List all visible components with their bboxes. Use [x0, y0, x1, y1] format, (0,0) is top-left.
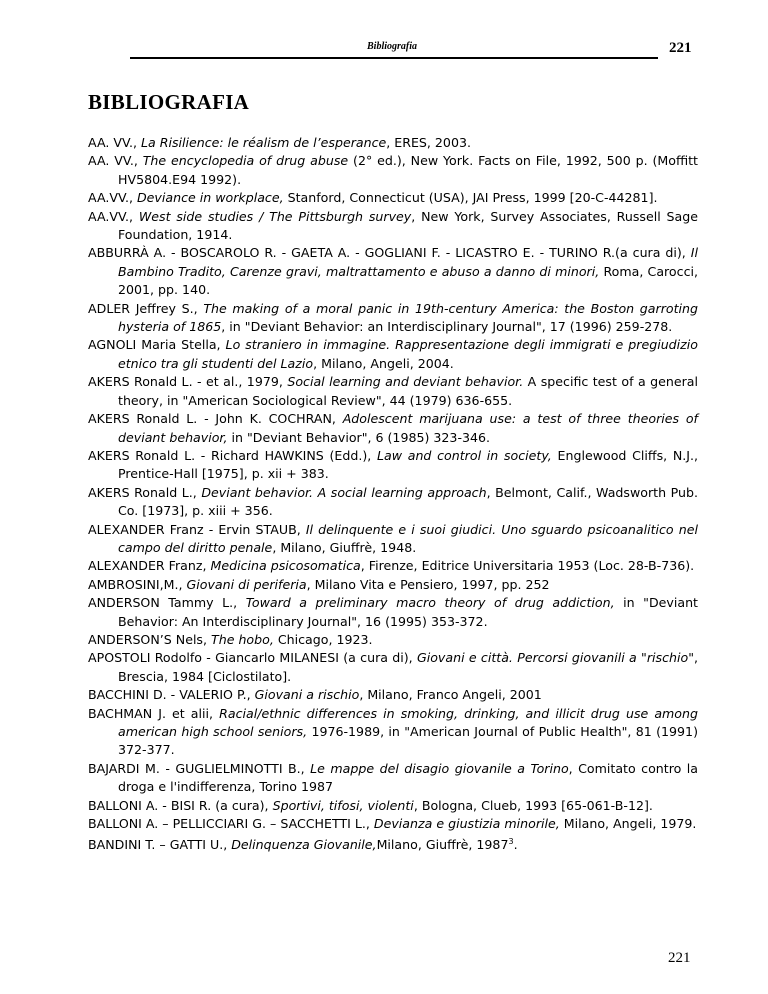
bibliography-entry — [88, 797, 698, 815]
entry-title: Lo straniero in immagine. Rappresentazione degli immigrati e pregiudizio etnico tra gli studenti del Lazio — [118, 337, 698, 371]
entry-author: AGNOLI Maria Stella, — [88, 337, 226, 353]
entry-title: The hobo, — [211, 631, 274, 647]
bibliography-entry — [88, 373, 698, 410]
entry-rest: , in "Deviant Behavior: an Interdisciplinary Journal", 17 (1996) 259-278. — [221, 319, 673, 335]
footer-page-number: 221 — [668, 950, 691, 966]
bibliography-entry — [88, 410, 698, 447]
bibliography-entry — [88, 484, 698, 521]
bibliography-entry — [88, 686, 698, 704]
entry-end: . — [513, 837, 518, 853]
entry-author: ALEXANDER Franz, — [88, 558, 211, 574]
bibliography-entry — [88, 134, 698, 152]
entry-superscript: 3 — [508, 837, 514, 847]
header-rule — [130, 57, 658, 59]
entry-author: AA.VV., — [88, 190, 137, 206]
entry-title: Racial/ethnic differences in smoking, drinking, and illicit drug use among american high school seniors, — [118, 705, 698, 739]
bibliography-entry — [88, 631, 698, 649]
entry-author: BAJARDI M. - GUGLIELMINOTTI B., — [88, 760, 311, 776]
entry-title: Sportivi, tifosi, violenti — [272, 797, 414, 813]
entry-author: AKERS Ronald L. - et al., 1979, — [88, 374, 288, 390]
entry-title: Giovani di periferia — [186, 576, 307, 592]
entry-rest: , Firenze, Editrice Universitaria 1953 (Loc. 28-B-736). — [360, 558, 695, 574]
entry-author: ABBURRÀ A. - BOSCAROLO R. - GAETA A. - GOGLIANI F. - LICASTRO E. - TURINO R.(a cura di), — [88, 245, 691, 261]
bibliography-entry — [88, 649, 698, 686]
bibliography-entry — [88, 594, 698, 631]
entry-rest: , ERES, 2003. — [386, 135, 471, 150]
bibliography-entry — [88, 189, 698, 207]
entry-author: ANDERSON Tammy L., — [88, 595, 246, 611]
entry-rest: , Milano Vita e Pensiero, 1997, pp. 252 — [306, 576, 550, 592]
entry-author: BACCHINI D. - VALERIO P., — [88, 687, 255, 703]
entry-title: Giovani a rischio — [254, 687, 360, 703]
entry-author: AKERS Ronald L. - John K. COCHRAN, — [88, 411, 343, 427]
entry-title: Toward a preliminary macro theory of drug addiction, — [245, 595, 615, 611]
entry-rest: Stanford, Connecticut (USA), JAI Press, 1999 [20-C-44281]. — [283, 190, 658, 206]
entry-rest: , Milano, Franco Angeli, 2001 — [359, 687, 542, 703]
entry-title: Law and control in society, — [377, 447, 552, 463]
entry-title: Il delinquente e i suoi giudici. Uno sguardo psicoanalitico nel campo del diritto penale — [118, 521, 698, 555]
entry-author: APOSTOLI Rodolfo - Giancarlo MILANESI (a cura di), — [88, 650, 417, 666]
bibliography-entry — [88, 521, 698, 558]
entry-author: AKERS Ronald L. - Richard HAWKINS (Edd.), — [88, 447, 377, 463]
page-title: BIBLIOGRAFIA — [88, 90, 250, 114]
entry-rest: , Milano, Giuffrè, 1948. — [272, 539, 417, 555]
entry-title: Adolescent marijuana use: a test of three theories of deviant behavior, — [118, 411, 698, 445]
entry-title: Medicina psicosomatica — [210, 558, 361, 574]
entry-title: Delinquenza Giovanile, — [231, 837, 377, 853]
entry-author: AKERS Ronald L., — [88, 484, 202, 500]
entry-author: BANDINI T. – GATTI U., — [88, 837, 232, 853]
entry-author: BALLONI A. - BISI R. (a cura), — [88, 797, 273, 813]
entry-title: The encyclopedia of drug abuse — [142, 153, 349, 169]
entry-rest: Chicago, 1923. — [273, 631, 373, 647]
entry-rest: Roma, Carocci, 2001, pp. 140. — [118, 263, 698, 298]
running-title: Bibliografia — [367, 41, 418, 52]
bibliography-list — [88, 134, 698, 855]
entry-title: Le mappe del disagio giovanile a Torino — [310, 760, 569, 776]
entry-author: AMBROSINI,M., — [88, 576, 187, 592]
entry-rest: 1976-1989, in "American Journal of Public Health", 81 (1991) 372-377. — [118, 724, 698, 758]
bibliography-entry — [88, 705, 698, 760]
entry-title: Devianza e giustizia minorile, — [373, 816, 560, 832]
entry-title: Giovani e città. Percorsi giovanili a "rischio — [416, 650, 689, 666]
entry-author: BACHMAN J. et alii, — [88, 705, 220, 721]
entry-title: West side studies / The Pittsburgh survey — [138, 208, 412, 224]
entry-author: AA. VV., — [88, 153, 143, 169]
bibliography-entry — [88, 300, 698, 337]
entry-rest: ", Brescia, 1984 [Ciclostilato]. — [118, 650, 698, 684]
entry-rest: , New York, Survey Associates, Russell Sage Foundation, 1914. — [118, 208, 698, 243]
bibliography-entry — [88, 815, 698, 833]
entry-rest: in "Deviant Behavior: An Interdisciplinary Journal", 16 (1995) 353-372. — [118, 595, 698, 629]
entry-rest: , Comitato contro la droga e l'indifferenza, Torino 1987 — [118, 760, 699, 795]
entry-author: AA. VV., — [88, 135, 141, 150]
entry-title: The making of a moral panic in 19th-century America: the Boston garroting hysteria of 1865 — [118, 300, 698, 335]
entry-rest: (2° ed.), New York. Facts on File, 1992, 500 p. (Moffitt HV5804.E94 1992). — [118, 153, 698, 187]
bibliography-entry — [88, 208, 698, 245]
entry-rest: , Belmont, Calif., Wadsworth Pub. Co. [1973], p. xiii + 356. — [118, 484, 698, 519]
entry-rest: A specific test of a general theory, in "American Sociological Review", 44 (1979) 636-655. — [118, 374, 698, 408]
entry-rest: Milano, Giuffrè, 1987 — [376, 837, 509, 853]
entry-author: ANDERSON’S Nels, — [88, 631, 212, 647]
entry-rest: Milano, Angeli, 1979. — [559, 816, 697, 832]
entry-title: Deviance in workplace, — [136, 190, 284, 206]
entry-title: Social learning and deviant behavior. — [287, 374, 524, 390]
bibliography-entry — [88, 152, 698, 189]
bibliography-entry — [88, 760, 698, 797]
bibliography-entry — [88, 557, 698, 575]
entry-author: ADLER Jeffrey S., — [88, 300, 204, 316]
entry-title: La Risilience: le réalism de l’esperance — [140, 135, 387, 150]
bibliography-entry — [88, 833, 698, 855]
entry-author: ALEXANDER Franz - Ervin STAUB, — [88, 521, 306, 537]
entry-author: BALLONI A. – PELLICCIARI G. – SACCHETTI L., — [88, 816, 374, 832]
bibliography-entry — [88, 336, 698, 373]
entry-title: Il Bambino Tradito, Carenze gravi, maltrattamento e abuso a danno di minori, — [118, 245, 698, 279]
bibliography-entry — [88, 244, 698, 299]
entry-rest: Englewood Cliffs, N.J., Prentice-Hall [1975], p. xii + 383. — [118, 447, 698, 482]
header-page-number: 221 — [669, 40, 692, 56]
bibliography-entry — [88, 576, 698, 594]
entry-author: AA.VV., — [88, 208, 139, 224]
entry-title: Deviant behavior. A social learning approach — [201, 484, 487, 500]
entry-rest: in "Deviant Behavior", 6 (1985) 323-346. — [227, 429, 491, 445]
entry-rest: , Milano, Angeli, 2004. — [313, 355, 454, 371]
bibliography-entry — [88, 447, 698, 484]
entry-rest: , Bologna, Clueb, 1993 [65-061-B-12]. — [413, 797, 653, 813]
